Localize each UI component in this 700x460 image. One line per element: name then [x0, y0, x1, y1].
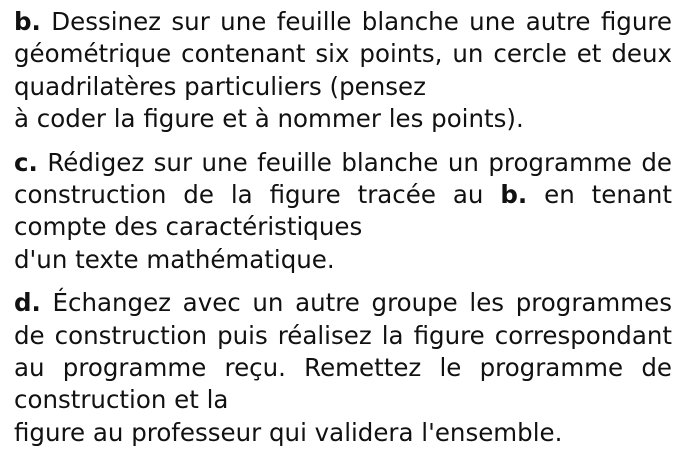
item-text-end: à coder la figure et à nommer les points).: [14, 104, 524, 134]
item-text: en tenant compte des caractéristiques: [14, 180, 673, 242]
exercise-item-d: [14, 287, 672, 449]
exercise-item-b: [14, 6, 672, 136]
item-text-end: figure au professeur qui validera l'ensemble.: [14, 417, 563, 447]
item-text: Dessinez sur une feuille blanche une autre figure géométrique contenant six points, un cercle et deux quadrilatères particuliers (pensez: [14, 7, 672, 101]
item-reference: b.: [500, 180, 528, 210]
exercise-text: [14, 6, 672, 460]
item-text: Échangez avec un autre groupe les programmes de construction puis réalisez la figure correspondant au programme reçu. Remettez le programme de construction et la: [14, 288, 672, 415]
item-text: Rédigez sur une feuille blanche un programme de construction de la figure tracée au: [14, 147, 672, 210]
exercise-item-c: [14, 147, 672, 277]
item-text-end: d'un texte mathématique.: [14, 244, 335, 274]
item-label: d.: [14, 288, 41, 318]
item-label: c.: [14, 147, 38, 177]
item-label: b.: [14, 7, 41, 36]
